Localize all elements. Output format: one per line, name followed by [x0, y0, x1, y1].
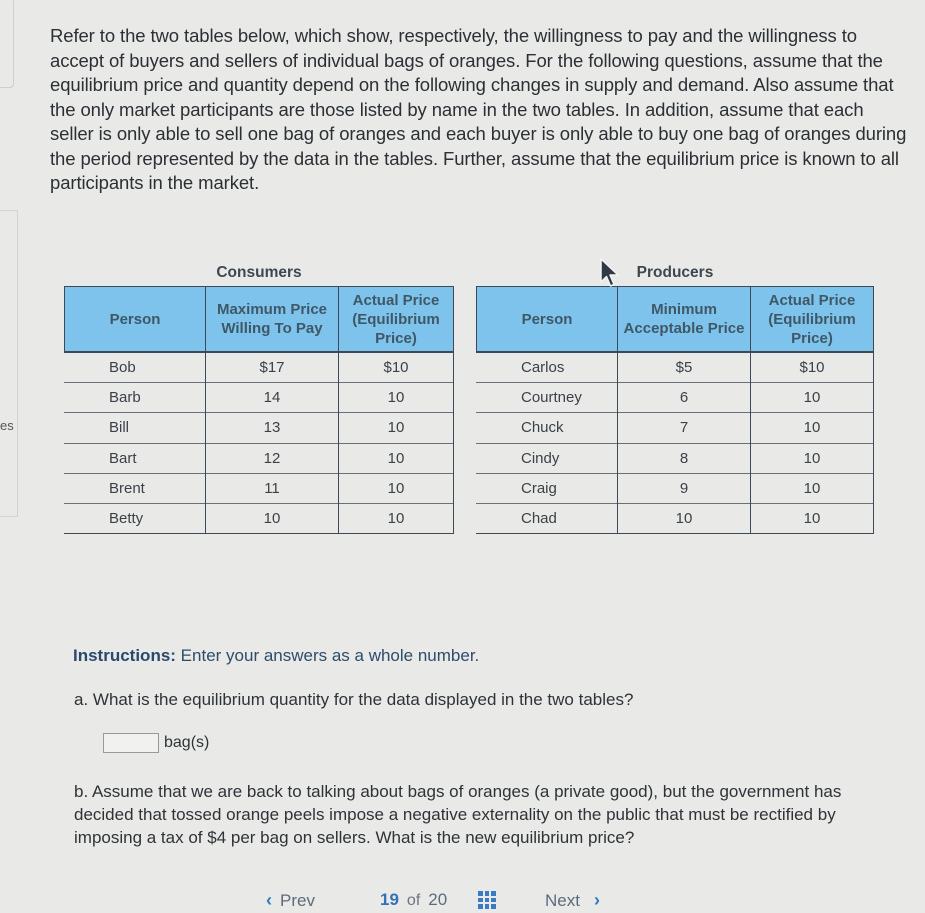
- intro-paragraph: Refer to the two tables below, which show, respectively, the willingness to pay and the willingness to accept of buyers and sellers of individual bags of oranges. For the following questions, assume that the equilibrium price and quantity depend on the following changes in supply and demand. Also assume that the only market participants are those listed by name in the two tables. In addition, assume that each seller is only able to sell one bag of oranges and each buyer is only able to buy one bag of oranges during the period represented by the data in the tables. Further, assume that the equilibrium price is known to all participants in the market.: [50, 25, 907, 193]
- column-header-max-price: Maximum Price Willing To Pay: [206, 287, 339, 353]
- consumers-table: [64, 286, 454, 534]
- person-name: Betty: [65, 503, 206, 533]
- actual-price: 10: [751, 503, 874, 533]
- question-grid-icon[interactable]: [478, 891, 496, 909]
- actual-price: 10: [339, 503, 454, 533]
- producers-table-title: Producers: [636, 264, 714, 281]
- max-price: 14: [206, 383, 339, 413]
- producers-table-block: [476, 262, 874, 534]
- max-price: 13: [206, 413, 339, 443]
- actual-price: 10: [751, 413, 874, 443]
- person-name: Craig: [477, 473, 618, 503]
- instructions: [73, 646, 479, 666]
- actual-price: 10: [339, 473, 454, 503]
- person-name: Barb: [65, 383, 206, 413]
- equilibrium-quantity-input[interactable]: [103, 733, 159, 753]
- min-price: $5: [618, 352, 751, 383]
- column-header-min-price: Minimum Acceptable Price: [618, 287, 751, 353]
- answer-a-row: [103, 733, 209, 753]
- min-price: 9: [618, 473, 751, 503]
- prev-button[interactable]: [266, 890, 315, 911]
- prev-label: Prev: [280, 890, 315, 910]
- pagination-bar: [0, 888, 925, 913]
- total-pages: 20: [428, 890, 448, 909]
- clipped-side-text: es: [0, 418, 14, 433]
- instructions-label: Instructions:: [73, 646, 176, 665]
- actual-price: $10: [339, 352, 454, 383]
- column-header-actual-price: Actual Price (Equilibrium Price): [339, 287, 454, 353]
- table-row: [477, 473, 874, 503]
- max-price: 10: [206, 503, 339, 533]
- actual-price: 10: [339, 443, 454, 473]
- min-price: 10: [618, 503, 751, 533]
- person-name: Bart: [65, 443, 206, 473]
- min-price: 6: [618, 383, 751, 413]
- max-price: 12: [206, 443, 339, 473]
- question-a: a. What is the equilibrium quantity for the data displayed in the two tables?: [74, 690, 634, 709]
- actual-price: 10: [751, 383, 874, 413]
- table-row: [477, 503, 874, 533]
- actual-price: 10: [339, 413, 454, 443]
- next-label: Next: [545, 890, 580, 910]
- person-name: Chad: [477, 503, 618, 533]
- column-header-person: Person: [477, 287, 618, 353]
- answer-unit: bag(s): [164, 734, 210, 751]
- min-price: 8: [618, 443, 751, 473]
- column-header-actual-price: Actual Price (Equilibrium Price): [751, 287, 874, 353]
- max-price: 11: [206, 473, 339, 503]
- page-of-label: of: [406, 892, 421, 909]
- column-header-person: Person: [65, 287, 206, 353]
- max-price: $17: [206, 352, 339, 383]
- actual-price: 10: [751, 443, 874, 473]
- chevron-left-icon: ‹: [266, 890, 272, 910]
- min-price: 7: [618, 413, 751, 443]
- actual-price: $10: [751, 352, 874, 383]
- table-row: [65, 443, 454, 473]
- person-name: Carlos: [477, 352, 618, 383]
- instructions-text: Enter your answers as a whole number.: [175, 646, 480, 665]
- table-row: [477, 352, 874, 383]
- person-name: Courtney: [477, 383, 618, 413]
- mouse-cursor-icon: [599, 258, 623, 288]
- actual-price: 10: [751, 473, 874, 503]
- next-button[interactable]: [545, 890, 600, 911]
- table-row: [477, 413, 874, 443]
- question-b: b. Assume that we are back to talking about bags of oranges (a private good), but the government has decided that tossed orange peels impose a negative externality on the public that must be rectified by imposing a tax of $4 per bag on sellers. What is the new equilibrium price?: [74, 782, 842, 847]
- consumers-table-block: [64, 262, 454, 534]
- question-b-container: [0, 780, 925, 856]
- person-name: Chuck: [477, 413, 618, 443]
- left-panel-frame: [0, 0, 14, 88]
- current-page: 19: [380, 890, 399, 909]
- table-row: [65, 383, 454, 413]
- person-name: Brent: [65, 473, 206, 503]
- chevron-right-icon: ›: [593, 890, 600, 910]
- page-counter: [380, 890, 447, 910]
- table-row: [477, 383, 874, 413]
- actual-price: 10: [339, 383, 454, 413]
- consumers-table-title: Consumers: [216, 264, 302, 281]
- producers-table: [476, 286, 874, 534]
- table-row: [65, 473, 454, 503]
- person-name: Cindy: [477, 443, 618, 473]
- left-panel-frame-lower: [0, 210, 18, 517]
- person-name: Bob: [65, 352, 206, 383]
- table-row: [477, 443, 874, 473]
- table-row: [65, 352, 454, 383]
- person-name: Bill: [65, 413, 206, 443]
- table-row: [65, 413, 454, 443]
- table-row: [65, 503, 454, 533]
